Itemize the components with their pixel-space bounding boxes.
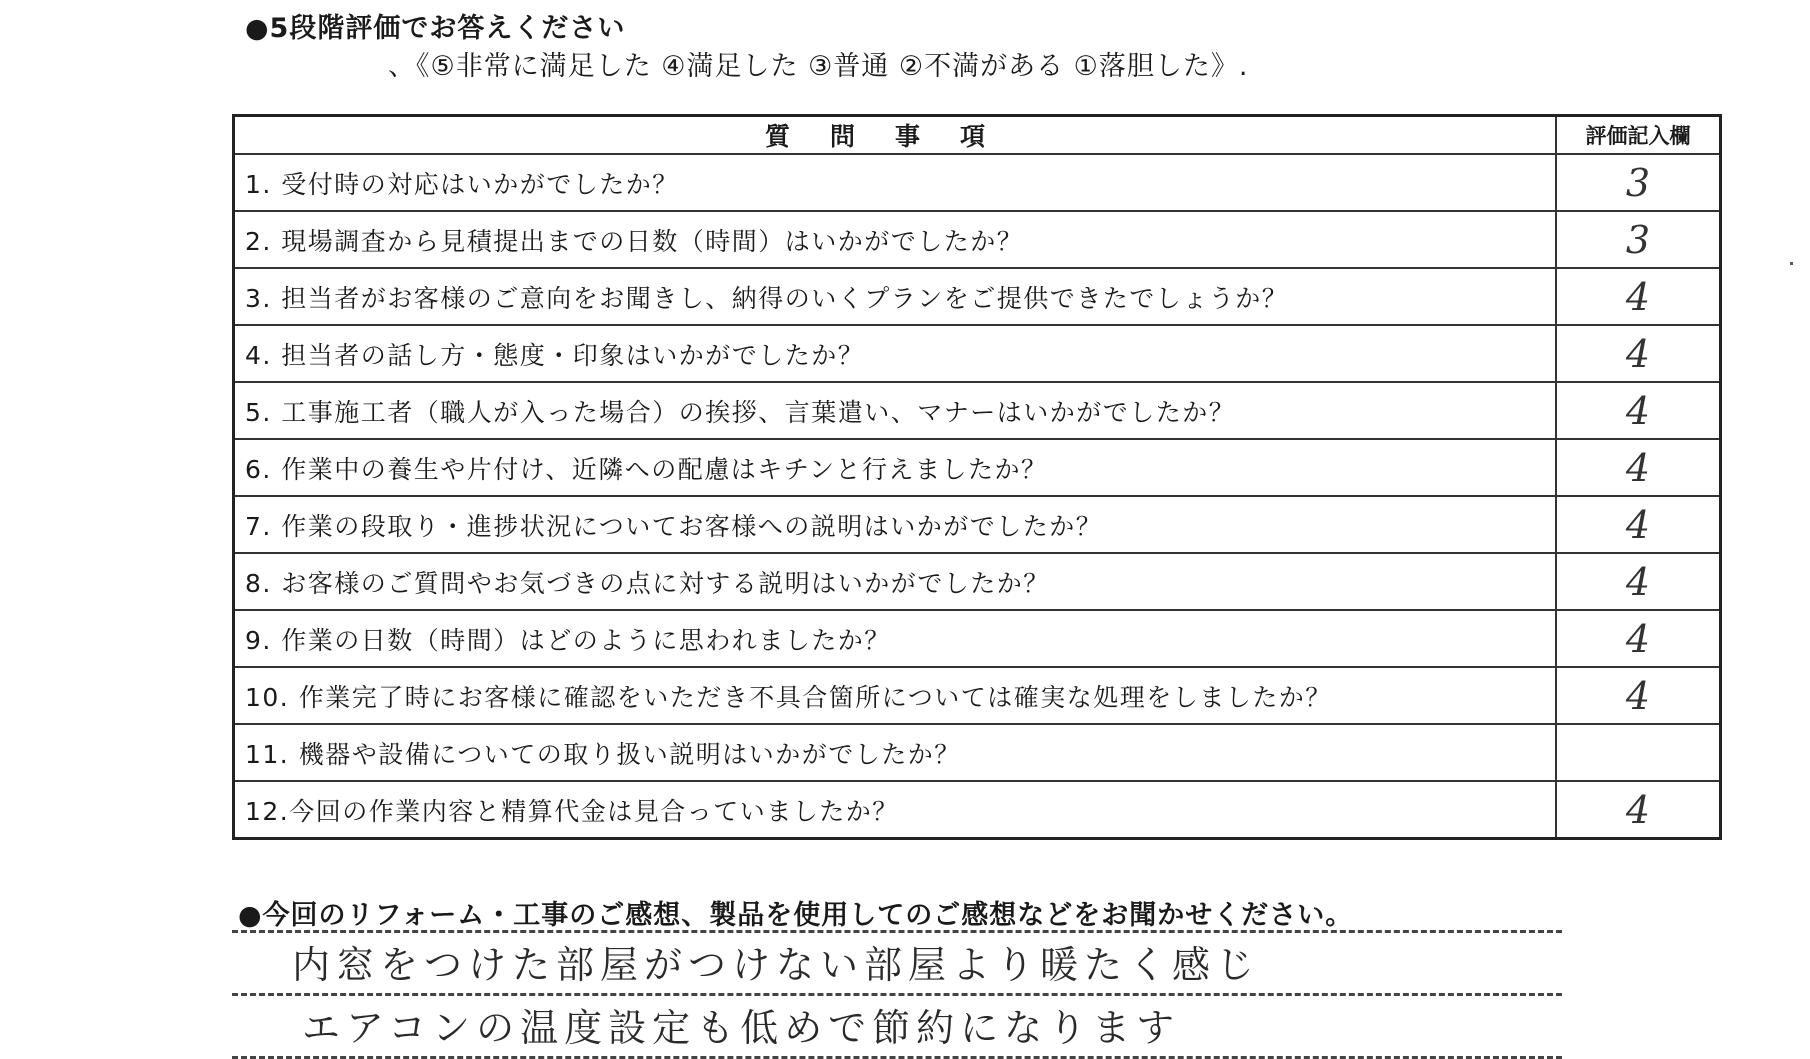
survey-table [232, 114, 1722, 840]
scan-speck [1790, 262, 1793, 265]
table-row [234, 268, 1721, 325]
question-text: 12.今回の作業内容と精算代金は見合っていましたか？ [234, 781, 1557, 839]
table-row [234, 325, 1721, 382]
question-text: 8. お客様のご質問やお気づきの点に対する説明はいかがでしたか？ [234, 553, 1557, 610]
comment-line [232, 996, 1562, 1059]
rating-value: 4 [1556, 610, 1721, 667]
question-text: 7. 作業の段取り・進捗状況についてお客様への説明はいかがでしたか？ [234, 496, 1557, 553]
table-row [234, 211, 1721, 268]
question-text: 10. 作業完了時にお客様に確認をいただき不具合箇所については確実な処理をしましたか？ [234, 667, 1557, 724]
rating-value: 4 [1556, 496, 1721, 553]
rating-value: 4 [1556, 382, 1721, 439]
table-row [234, 496, 1721, 553]
handwritten-comment: エアコンの温度設定も低めで節約になります [302, 1006, 1181, 1050]
table-row [234, 667, 1721, 724]
question-text: 3. 担当者がお客様のご意向をお聞きし、納得のいくプランをご提供できたでしょうか？ [234, 268, 1557, 325]
question-text: 9. 作業の日数（時間）はどのように思われましたか？ [234, 610, 1557, 667]
table-header-row [234, 116, 1721, 155]
rating-value: 4 [1556, 667, 1721, 724]
rating-value: 4 [1556, 268, 1721, 325]
question-text: 11. 機器や設備についての取り扱い説明はいかがでしたか？ [234, 724, 1557, 781]
rating-value: 4 [1556, 553, 1721, 610]
table-row [234, 610, 1721, 667]
table-row [234, 553, 1721, 610]
handwritten-comment: 内窓をつけた部屋がつけない部屋より暖たく感じ [292, 943, 1261, 987]
rating-value: 3 [1556, 154, 1721, 211]
rating-value [1556, 724, 1721, 781]
comment-heading: ●今回のリフォーム・工事のご感想、製品を使用してのご感想などをお聞かせください。 [238, 900, 1354, 931]
rating-value: 4 [1556, 781, 1721, 839]
comment-area [232, 930, 1562, 1059]
table-row [234, 382, 1721, 439]
question-text: 6. 作業中の養生や片付け、近隣への配慮はキチンと行えましたか？ [234, 439, 1557, 496]
rating-value: 4 [1556, 439, 1721, 496]
question-text: 1. 受付時の対応はいかがでしたか？ [234, 154, 1557, 211]
table-row [234, 781, 1721, 839]
comment-line [232, 930, 1562, 996]
instruction-heading: ●5段階評価でお答えください [245, 13, 626, 44]
table-row [234, 724, 1721, 781]
rating-value: 3 [1556, 211, 1721, 268]
question-column-header: 質問事項 [234, 116, 1557, 155]
rating-column-header: 評価記入欄 [1556, 116, 1721, 155]
table-row [234, 154, 1721, 211]
question-text: 2. 現場調査から見積提出までの日数（時間）はいかがでしたか？ [234, 211, 1557, 268]
question-text: 4. 担当者の話し方・態度・印象はいかがでしたか？ [234, 325, 1557, 382]
rating-scale-legend: 、《⑤非常に満足した ④満足した ③普通 ②不満がある ①落胆した》. [388, 51, 1249, 82]
table-row [234, 439, 1721, 496]
rating-value: 4 [1556, 325, 1721, 382]
question-text: 5. 工事施工者（職人が入った場合）の挨拶、言葉遣い、マナーはいかがでしたか？ [234, 382, 1557, 439]
